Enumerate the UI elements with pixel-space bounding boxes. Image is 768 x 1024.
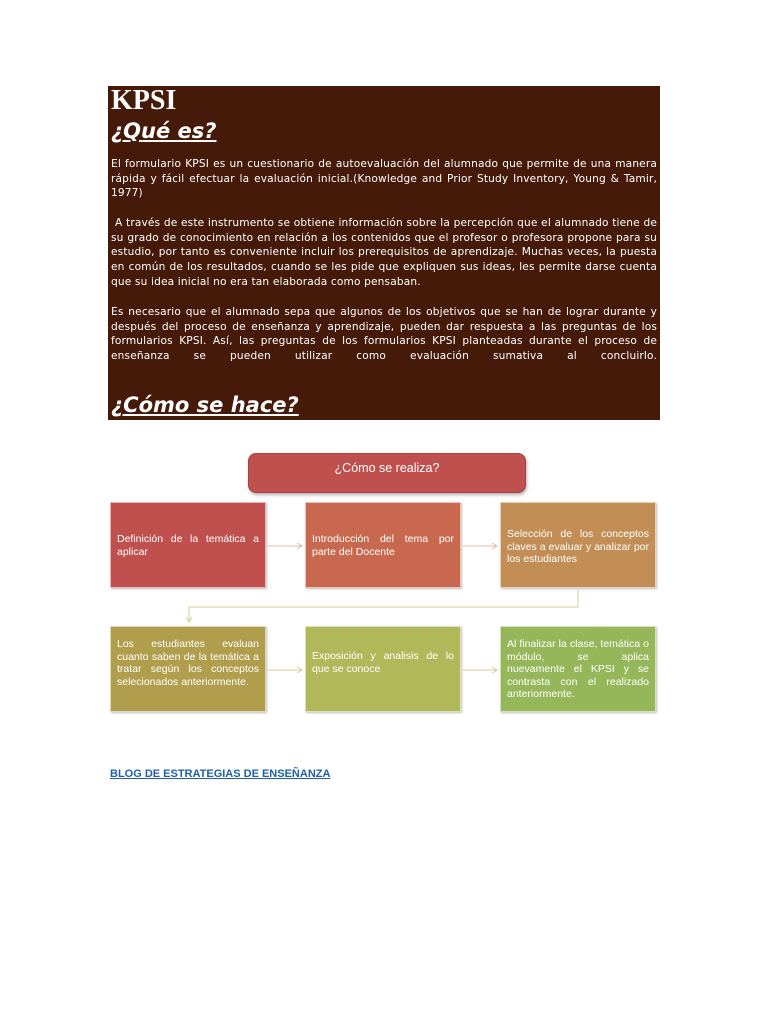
arrowhead-step5 — [297, 667, 302, 673]
flow-step-6: Al finalizar la clase, temática o módulo, se aplica nuevamente el KPSI y se contrasta con el realizado anteriormente. — [500, 626, 656, 712]
arrowhead-step4 — [186, 617, 192, 622]
kpsi-info-panel — [108, 86, 660, 420]
paragraph-objectives: Es necesario que el alumnado sepa que algunos de los objetivos que se han de lograr durante y después del proceso de enseñanza y aprendizaje, pueden dar respuesta a las preguntas de los formularios KPSI. Así, las preguntas de los formularios KPSI planteadas durante el proceso de enseñanza se pueden utilizar como evaluación sumativa al concluirlo. — [111, 306, 657, 363]
flow-step-2: Introducción del tema por parte del Docente — [305, 502, 461, 588]
arrow-step3-to-step4 — [189, 590, 578, 622]
flow-step-4: Los estudiantes evaluan cuanto saben de la temática a tratar según los conceptos selecionados anteriormente. — [110, 626, 266, 712]
flow-step-1: Definición de la temática a aplicar — [110, 502, 266, 588]
flow-step-5: Exposición y analisis de lo que se conoce — [305, 626, 461, 712]
arrowhead-step6 — [492, 667, 497, 673]
blog-link[interactable]: BLOG DE ESTRATEGIAS DE ENSEÑANZA — [110, 768, 331, 780]
heading-how-to: ¿Cómo se hace? — [111, 393, 299, 417]
page-title: KPSI — [111, 85, 177, 116]
arrowhead-step2 — [297, 543, 302, 549]
arrowhead-step3 — [492, 543, 497, 549]
paragraph-definition: El formulario KPSI es un cuestionario de autoevaluación del alumnado que permite de una manera rápida y fácil efectuar la evaluación inicial.(Knowledge and Prior Study Inventory, Young & Tamir, 1977) — [111, 158, 657, 200]
paragraph-description: A través de este instrumento se obtiene información sobre la percepción que el alumnado tiene de su grado de conocimiento en relación a los contenidos que el profesor o profesora propone para su estudio, por tanto es conveniente incluir los prerequisitos de aprendizaje. Muchas veces, la puesta en común de los resultados, cuando se les pide que expliquen sus ideas, les permite darse cuenta que su idea inicial no era tan elaborada como pensaban. — [111, 217, 657, 288]
heading-what-is: ¿Qué es? — [111, 119, 217, 143]
flow-step-3: Selección de los conceptos claves a evaluar y analizar por los estudiantes — [500, 502, 656, 588]
flowchart-title-box: ¿Cómo se realiza? — [248, 453, 526, 493]
